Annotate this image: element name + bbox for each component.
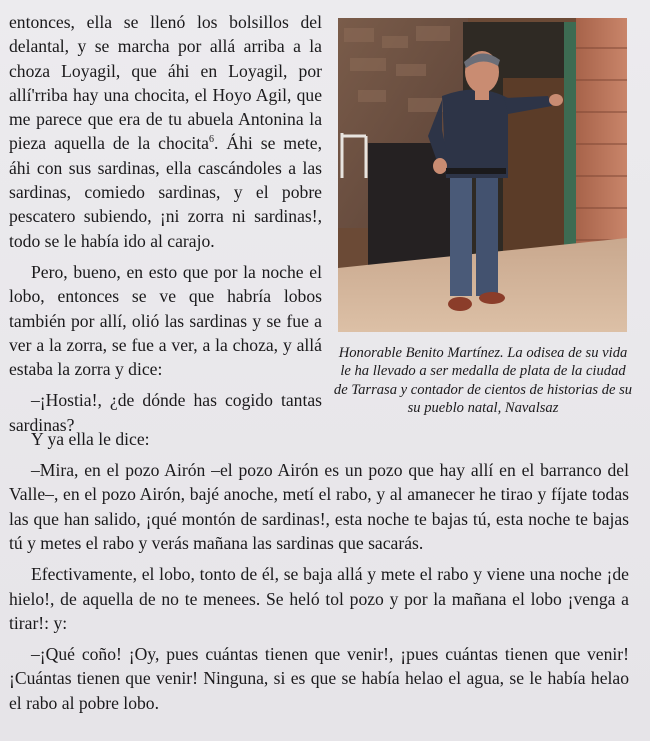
paragraph: Y ya ella le dice: — [31, 429, 150, 449]
paragraph: –¡Qué coño! ¡Oy, pues cuántas tienen que venir!, ¡pues cuántas tienen que venir! ¡Cuántas tienen que venir! Ninguna, si es que se había helao el agua, se le había helao el rabo al pobre lobo. — [9, 643, 629, 713]
footnote-marker: 6 — [208, 134, 214, 146]
paragraph-text: entonces, ella se llenó los bolsillos del delantal, y se marcha por allá arriba a la choza Loyagil, que áhi en Loyagil, por allí'rriba hay una chocita, el Hoyo Agil, que me parece que era de tu abuela Antonina la pieza aquella de la chocita — [9, 12, 322, 154]
paragraph: –Mira, en el pozo Airón –el pozo Airón es un pozo que hay allí en el barranco del Valle–, en el pozo Airón, bajé anoche, metí el rabo, y al amanecer he tirao y fíjate todas las que han salido, ¡qué montón de sardinas!, esta noche te bajas tú, esta noche te bajas tú y metes el rabo y verás mañana las sardinas que sacarás. — [9, 459, 629, 554]
paragraph: –¡Hostia!, ¿de dónde has cogido tantas sardinas? — [9, 390, 322, 435]
paragraph: Pero, bueno, en esto que por la noche el lobo, entonces se ve que habría lobos también por allí, olió las sardinas y se fue a ver a la zorra, se fue a ver, a la choza, y allá estaba la zorra y dice: — [9, 261, 322, 380]
photo-caption: Honorable Benito Martínez. La odisea de su vida le ha llevado a ser medalla de plata de la ciudad de Tarrasa y contador de cientos de historias de su su pueblo natal, Navalsaz — [333, 345, 633, 416]
paragraph — [9, 10, 322, 253]
photo-benito-martinez — [338, 18, 627, 332]
paragraph-text: . Áhi se mete, áhi con sus sardinas, ella cascándoles a las sardinas, comiedo sardinas, y el pobre pescatero subiendo, ¡ni zorra ni sardinas!, todo se le había ido al carajo. — [9, 133, 322, 251]
paragraph: Efectivamente, el lobo, tonto de él, se baja allá y mete el rabo y viene una noche ¡de hielo!, de aquella de no te menees. Se heló tol pozo y por la mañana el lobo ¡venga a tirar!: y: — [9, 563, 629, 634]
full-width-text — [9, 427, 629, 716]
left-text-column — [9, 10, 322, 437]
